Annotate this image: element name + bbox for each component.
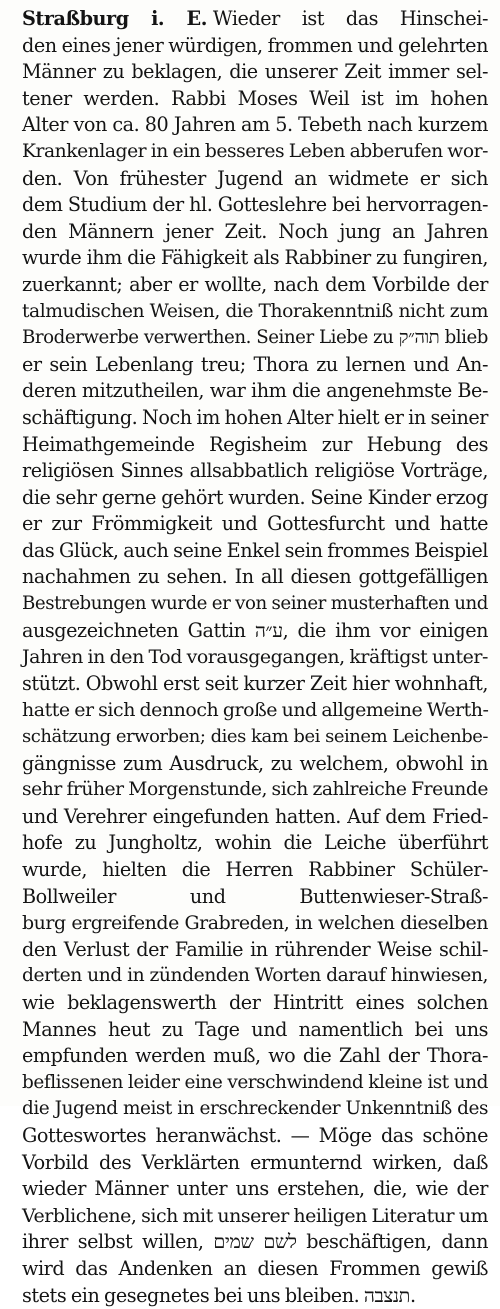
article-line: tener werden. Rabbi Moses Weil ist im hohen: [22, 86, 488, 113]
article-line: Heimathgemeinde Regisheim zur Hebung des: [22, 432, 488, 459]
article-line: schäftigung. Noch im hohen Alter hielt er in seiner: [22, 405, 488, 432]
article-line: dem Studium der hl. Gotteslehre bei hervorragen-: [22, 192, 488, 219]
article-line: wird das Andenken an diesen Frommen gewiß: [22, 1256, 488, 1283]
article-line: hatte er sich dennoch große und allgemeine Werth-: [22, 697, 488, 724]
article-line: wurde ihm die Fähigkeit als Rabbiner zu fungiren,: [22, 245, 488, 272]
article-line: wie beklagenswerth der Hintritt eines solchen: [22, 990, 488, 1017]
article-dateline: Straßburg i. E.: [22, 7, 207, 30]
article-line: Broderwerbe verwerthen. Seiner Liebe zu תוה״ק blieb: [22, 325, 488, 352]
article-line: ausgezeichneten Gattin ע״ה, die ihm vor einigen: [22, 618, 488, 645]
article-line: den Männern jener Zeit. Noch jung an Jahren: [22, 219, 488, 246]
article-line: Gotteswortes heranwächst. — Möge das schöne: [22, 1123, 488, 1150]
article-line: empfunden werden muß, wo die Zahl der Thora-: [22, 1043, 488, 1070]
article-line: burg ergreifende Grabreden, in welchen dieselben: [22, 910, 488, 937]
article-line-text: Wieder ist das Hinschei-: [213, 7, 488, 30]
article-line: und Verehrer eingefunden hatten. Auf dem Fried-: [22, 804, 488, 831]
article-line: Vorbild des Verklärten ermunternd wirken, daß: [22, 1150, 488, 1177]
article-line: talmudischen Weisen, die Thorakenntniß nicht zum: [22, 299, 488, 326]
article-line: deren mitzutheilen, war ihm die angenehmste Be-: [22, 378, 488, 405]
article-line: Alter von ca. 80 Jahren am 5. Tebeth nach kurzem: [22, 112, 488, 139]
article-line: hofe zu Jungholtz, wohin die Leiche überführt: [22, 830, 488, 857]
article-line: gängnisse zum Ausdruck, zu welchem, obwohl in: [22, 751, 488, 778]
article-line: Krankenlager in ein besseres Leben abberufen wor-: [22, 139, 488, 166]
article-line: Bestrebungen wurde er von seiner musterhaften und: [22, 591, 488, 618]
article-line: zuerkannt; aber er wollte, nach dem Vorbilde der: [22, 272, 488, 299]
article-line: er sein Lebenlang treu; Thora zu lernen und An-: [22, 352, 488, 379]
article-line: den Verlust der Familie in rührender Weise schil-: [22, 937, 488, 964]
article-line: Jahren in den Tod vorausgegangen, kräftigst unter-: [22, 644, 488, 671]
article-line: den. Von frühester Jugend an widmete er sich: [22, 166, 488, 193]
article-line: sehr früher Morgenstunde, sich zahlreiche Freunde: [22, 777, 488, 804]
article-line: das Glück, auch seine Enkel sein frommes Beispiel: [22, 538, 488, 565]
article-column: [22, 6, 488, 1309]
article-line: ihrer selbst willen, לשם שמים beschäftigen, dann: [22, 1229, 488, 1256]
article-line: religiösen Sinnes allsabbatlich religiöse Vorträge,: [22, 458, 488, 485]
article-line: wieder Männer unter uns erstehen, die, wie der: [22, 1176, 488, 1203]
article-line: schätzung erworben; dies kam bei seinem Leichenbe-: [22, 724, 488, 751]
article-line: stützt. Obwohl erst seit kurzer Zeit hier wohnhaft,: [22, 671, 488, 698]
article-line: die sehr gerne gehört wurden. Seine Kinder erzog: [22, 485, 488, 512]
article-line: beflissenen leider eine verschwindend kleine ist und: [22, 1070, 488, 1097]
article-line: Verblichene, sich mit unserer heiligen Literatur um: [22, 1203, 488, 1230]
article-line: derten und in zündenden Worten darauf hinwiesen,: [22, 963, 488, 990]
article-line: die Jugend meist in erschreckender Unkenntniß des: [22, 1096, 488, 1123]
article-line: nachahmen zu sehen. In all diesen gottgefälligen: [22, 564, 488, 591]
article-line: er zur Frömmigkeit und Gottesfurcht und hatte: [22, 511, 488, 538]
article-line: wurde, hielten die Herren Rabbiner Schüler-: [22, 857, 488, 884]
article-line: [22, 6, 488, 33]
article-line: Männer zu beklagen, die unserer Zeit immer sel-: [22, 59, 488, 86]
article-line: den eines jener würdigen, frommen und gelehrten: [22, 33, 488, 60]
article-line: stets ein gesegnetes bei uns bleiben. תנצבה.: [22, 1283, 488, 1309]
article-line: Mannes heut zu Tage und namentlich bei uns: [22, 1017, 488, 1044]
article-line: Bollweiler und Buttenwieser-Straß-: [22, 884, 488, 911]
